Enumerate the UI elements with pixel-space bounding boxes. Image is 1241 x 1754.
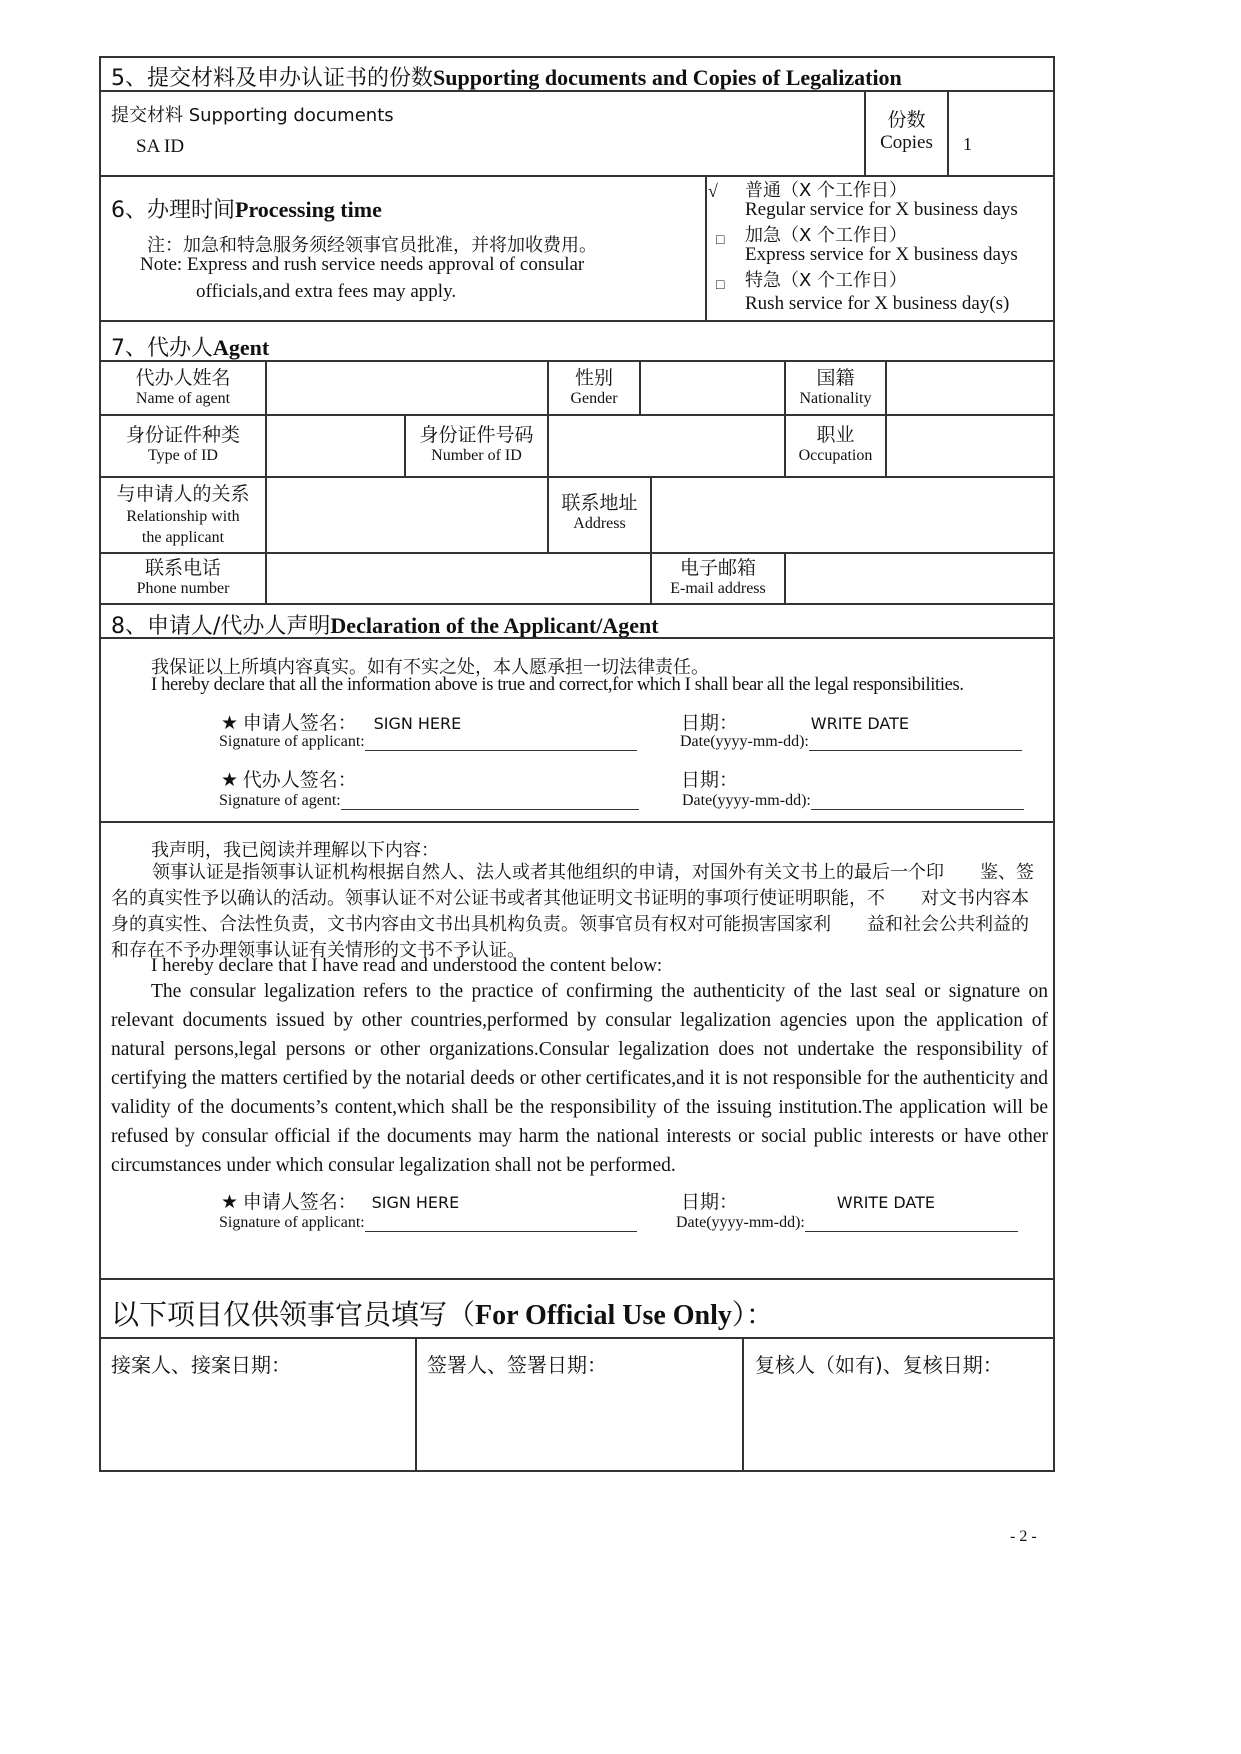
date-line-3[interactable]: Date(yyyy-mm-dd):: [676, 1214, 1018, 1232]
page-number: - 2 -: [1010, 1528, 1037, 1545]
official-reviewer: 复核人（如有)、复核日期：: [755, 1353, 1003, 1377]
star-icon: ★: [221, 1192, 239, 1213]
date-1: 日期： WRITE DATE: [681, 712, 910, 734]
checkbox-icon[interactable]: □: [716, 278, 725, 293]
checkbox-icon[interactable]: □: [716, 233, 725, 248]
option-label-en: Regular service for X business days: [745, 199, 1018, 220]
date-2: 日期：: [681, 769, 739, 791]
divider: [705, 175, 707, 322]
option-label-cn: 加急（X 个工作日）: [745, 225, 908, 246]
section5-heading: 5、提交材料及申办认证书的份数Supporting documents and Copies of Legalization: [111, 65, 902, 91]
id-type-field[interactable]: [268, 417, 403, 475]
declaration-en: I hereby declare that all the information above is true and correct,for which I shall bear all the legal responsibilities.: [151, 675, 964, 695]
divider: [99, 637, 1055, 639]
option-label-cn: 特急（X 个工作日）: [745, 270, 908, 291]
divider: [947, 90, 949, 176]
agent-name-label: 代办人姓名 Name of agent: [135, 367, 231, 407]
official-receiver: 接案人、接案日期：: [111, 1353, 291, 1377]
id-type-label: 身份证件种类 Type of ID: [125, 424, 240, 464]
divider: [265, 360, 267, 604]
official-heading: 以下项目仅供领事官员填写（For Official Use Only）：: [111, 1298, 774, 1331]
divider: [885, 360, 887, 476]
agent-name-field[interactable]: [268, 363, 546, 413]
official-reviewer-field[interactable]: [745, 1380, 1053, 1470]
legalization-body-cn: 领事认证是指领事认证机构根据自然人、法人或者其他组织的申请，对国外有关文书上的最后一个印 鉴、签 名的真实性予以确认的活动。领事认证不对公证书或者其他证明文书证明的事项行使证明职能，不 对文书内容本 身的真实性、合法性负责，文书内容由文书出具机构负责。领事官员有权对可能损害国家利 益和社会公共利益的 和存在不予办理领事认证有关情形的文书不予认证。: [111, 862, 1034, 961]
official-signer-field[interactable]: [418, 1380, 741, 1470]
agent-signature: ★ 代办人签名：: [221, 769, 357, 791]
address-field[interactable]: [653, 479, 1053, 551]
applicant-signature-line-1[interactable]: Signature of applicant:: [219, 733, 637, 751]
read-declaration-en: I hereby declare that I have read and understood the content below:: [151, 955, 663, 976]
divider: [99, 552, 1055, 554]
checkbox-checked-icon[interactable]: √: [708, 181, 718, 201]
agent-signature-line[interactable]: Signature of agent:: [219, 792, 639, 810]
option-label-en: Express service for X business days: [745, 244, 1018, 265]
legalization-body-en: The consular legalization refers to the practice of confirming the authenticity of the last seal or signature on relevant documents issued by other countries,performed by consular legalization agencies upon the application of natural persons,legal persons or other organizations.Consular legalization does not undertake the responsibility of certifying the matters certified by the notarial deeds or other certificates,and it is not responsible for the authenticity and validity of the documents’s content,which shall be the responsibility of the issuing institution.The application will be refused by consular official if the documents may harm the national interests or social public interests or have other circumstances under which consular legalization shall not be performed.: [111, 981, 1048, 1176]
nationality-label: 国籍 Nationality: [799, 367, 872, 407]
relationship-field[interactable]: [268, 479, 546, 551]
phone-label: 联系电话 Phone number: [136, 557, 230, 597]
divider: [742, 1337, 744, 1471]
id-number-field[interactable]: [550, 417, 783, 475]
date-value[interactable]: WRITE DATE: [836, 1193, 936, 1212]
option-label-en: Rush service for X business day(s): [745, 293, 1010, 314]
id-number-label: 身份证件号码 Number of ID: [419, 424, 534, 464]
gender-field[interactable]: [642, 363, 783, 413]
processing-note-en: Note: Express and rush service needs approval of consular: [140, 254, 585, 275]
section7-heading: 7、代办人Agent: [111, 335, 270, 361]
declaration-cn: 我保证以上所填内容真实。如有不实之处，本人愿承担一切法律责任。: [151, 657, 709, 678]
official-receiver-field[interactable]: [102, 1380, 414, 1470]
applicant-signature-1: ★ 申请人签名： SIGN HERE: [221, 712, 462, 734]
date-3: 日期： WRITE DATE: [681, 1191, 936, 1213]
date-value[interactable]: WRITE DATE: [810, 714, 910, 733]
gender-label: 性别 Gender: [570, 367, 618, 407]
read-declaration-cn: 我声明，我已阅读并理解以下内容：: [151, 840, 439, 861]
date-line-2[interactable]: Date(yyyy-mm-dd):: [682, 792, 1024, 810]
phone-field[interactable]: [268, 555, 649, 603]
nationality-field[interactable]: [888, 363, 1053, 413]
applicant-signature-2: ★ 申请人签名： SIGN HERE: [221, 1191, 460, 1213]
occupation-label: 职业 Occupation: [798, 424, 873, 464]
star-icon: ★: [221, 713, 239, 734]
email-field[interactable]: [787, 555, 1053, 603]
divider: [99, 476, 1055, 478]
star-icon: ★: [221, 770, 239, 791]
section8-heading: 8、申请人/代办人声明Declaration of the Applicant/Agent: [111, 613, 659, 639]
processing-note-en-2: officials,and extra fees may apply.: [196, 281, 457, 302]
relationship-label: 与申请人的关系 Relationship with the applicant: [116, 483, 250, 546]
official-signer: 签署人、签署日期：: [427, 1353, 607, 1377]
copies-label: 份数 Copies: [880, 109, 933, 153]
occupation-field[interactable]: [888, 417, 1053, 475]
address-label: 联系地址 Address: [561, 492, 638, 532]
applicant-signature-value[interactable]: SIGN HERE: [373, 714, 462, 733]
processing-note-cn: 注：加急和特急服务须经领事官员批准，并将加收费用。: [147, 235, 597, 256]
divider: [99, 414, 1055, 416]
applicant-signature-line-2[interactable]: Signature of applicant:: [219, 1214, 637, 1232]
divider: [99, 360, 1055, 362]
supporting-docs-label: 提交材料 Supporting documents: [111, 105, 394, 126]
divider: [415, 1337, 417, 1471]
divider: [784, 552, 786, 604]
copies-value[interactable]: 1: [963, 134, 972, 154]
divider: [99, 1337, 1055, 1339]
date-line-1[interactable]: Date(yyyy-mm-dd):: [680, 733, 1022, 751]
section6-heading: 6、办理时间Processing time: [111, 197, 382, 223]
divider: [639, 360, 641, 415]
supporting-docs-value[interactable]: SA ID: [136, 136, 185, 157]
applicant-signature-value[interactable]: SIGN HERE: [371, 1193, 460, 1212]
divider: [99, 821, 1055, 823]
option-label-cn: 普通（X 个工作日）: [745, 180, 908, 201]
email-label: 电子邮箱 E-mail address: [670, 557, 766, 597]
